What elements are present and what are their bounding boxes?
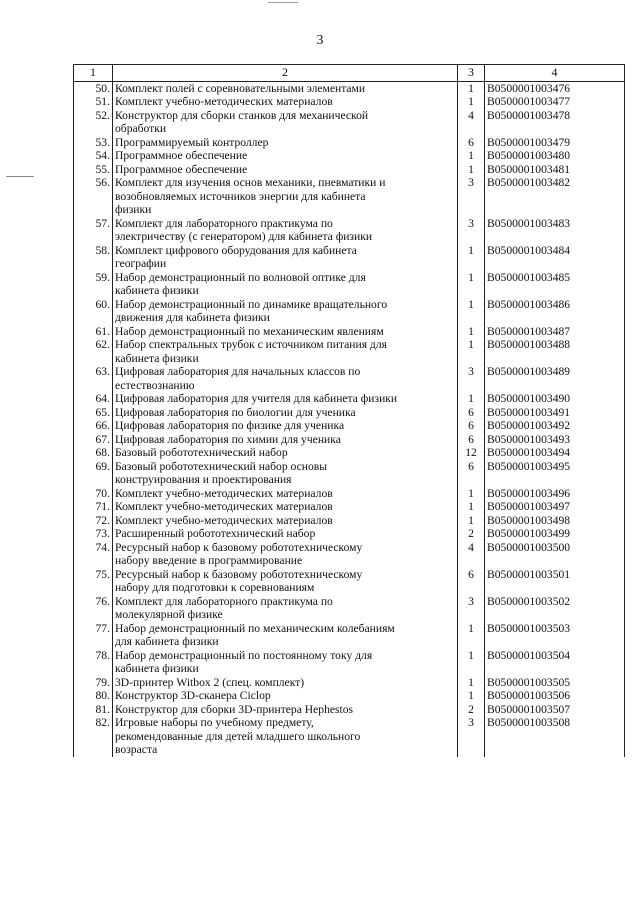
item-quantity: 6	[458, 419, 485, 433]
row-number: 80.	[74, 689, 113, 703]
item-code: B0500001003487	[485, 325, 625, 339]
item-code: B0500001003493	[485, 433, 625, 447]
table-row	[74, 109, 625, 136]
item-name: Конструктор для сборки 3D-принтера Hephestos	[113, 703, 458, 717]
table-row	[74, 325, 625, 339]
item-name: Ресурсный набор к базовому робототехническому набору введение в программирование	[113, 541, 458, 568]
row-number: 78.	[74, 649, 113, 676]
row-number: 50.	[74, 81, 113, 95]
table-row	[74, 595, 625, 622]
table-row	[74, 271, 625, 298]
item-name: Набор демонстрационный по постоянному току для кабинета физики	[113, 649, 458, 676]
scan-mark-top	[268, 2, 298, 3]
row-number: 75.	[74, 568, 113, 595]
table-row	[74, 392, 625, 406]
item-name: Цифровая лаборатория для учителя для кабинета физики	[113, 392, 458, 406]
row-number: 68.	[74, 446, 113, 460]
table-row	[74, 433, 625, 447]
item-quantity: 1	[458, 649, 485, 676]
row-number: 82.	[74, 716, 113, 757]
row-number: 71.	[74, 500, 113, 514]
item-name: Цифровая лаборатория по химии для ученика	[113, 433, 458, 447]
item-code: B0500001003505	[485, 676, 625, 690]
item-name: Базовый робототехнический набор	[113, 446, 458, 460]
item-quantity: 3	[458, 217, 485, 244]
table-row	[74, 419, 625, 433]
item-name: Базовый робототехнический набор основы конструирования и проектирования	[113, 460, 458, 487]
item-quantity: 1	[458, 149, 485, 163]
item-quantity: 12	[458, 446, 485, 460]
table-row	[74, 703, 625, 717]
item-quantity: 3	[458, 716, 485, 757]
item-quantity: 1	[458, 487, 485, 501]
item-quantity: 1	[458, 163, 485, 177]
item-code: B0500001003490	[485, 392, 625, 406]
item-name: Конструктор 3D-сканера Ciclop	[113, 689, 458, 703]
item-code: B0500001003502	[485, 595, 625, 622]
item-quantity: 2	[458, 703, 485, 717]
item-name: Программное обеспечение	[113, 163, 458, 177]
table-row	[74, 136, 625, 150]
item-name: Комплект полей с соревновательными элементами	[113, 81, 458, 95]
row-number: 55.	[74, 163, 113, 177]
item-code: B0500001003501	[485, 568, 625, 595]
row-number: 52.	[74, 109, 113, 136]
item-quantity: 6	[458, 460, 485, 487]
item-quantity: 1	[458, 514, 485, 528]
item-name: Комплект учебно-методических материалов	[113, 500, 458, 514]
table-row	[74, 676, 625, 690]
row-number: 56.	[74, 176, 113, 217]
item-name: Набор демонстрационный по механическим явлениям	[113, 325, 458, 339]
item-code: B0500001003495	[485, 460, 625, 487]
item-code: B0500001003491	[485, 406, 625, 420]
item-name: Набор демонстрационный по динамике вращательного движения для кабинета физики	[113, 298, 458, 325]
row-number: 69.	[74, 460, 113, 487]
item-code: B0500001003507	[485, 703, 625, 717]
item-code: B0500001003508	[485, 716, 625, 757]
item-quantity: 3	[458, 595, 485, 622]
table-row	[74, 622, 625, 649]
table-row	[74, 716, 625, 757]
item-quantity: 1	[458, 325, 485, 339]
item-code: B0500001003476	[485, 81, 625, 95]
row-number: 65.	[74, 406, 113, 420]
item-code: B0500001003480	[485, 149, 625, 163]
table-row	[74, 244, 625, 271]
item-code: B0500001003492	[485, 419, 625, 433]
row-number: 58.	[74, 244, 113, 271]
item-code: B0500001003485	[485, 271, 625, 298]
row-number: 51.	[74, 95, 113, 109]
item-name: Цифровая лаборатория по физике для ученика	[113, 419, 458, 433]
row-number: 57.	[74, 217, 113, 244]
table-row	[74, 176, 625, 217]
row-number: 53.	[74, 136, 113, 150]
table-row	[74, 460, 625, 487]
item-code: B0500001003504	[485, 649, 625, 676]
table-row	[74, 514, 625, 528]
item-code: B0500001003481	[485, 163, 625, 177]
item-quantity: 2	[458, 527, 485, 541]
item-quantity: 4	[458, 109, 485, 136]
row-number: 66.	[74, 419, 113, 433]
item-name: Комплект для лабораторного практикума по молекулярной физике	[113, 595, 458, 622]
item-code: B0500001003484	[485, 244, 625, 271]
table-row	[74, 649, 625, 676]
table-body	[74, 81, 625, 757]
table-row	[74, 527, 625, 541]
row-number: 63.	[74, 365, 113, 392]
item-code: B0500001003488	[485, 338, 625, 365]
item-quantity: 6	[458, 136, 485, 150]
row-number: 60.	[74, 298, 113, 325]
item-code: B0500001003498	[485, 514, 625, 528]
table-row	[74, 487, 625, 501]
item-name: Комплект учебно-методических материалов	[113, 95, 458, 109]
item-code: B0500001003494	[485, 446, 625, 460]
item-name: Комплект учебно-методических материалов	[113, 514, 458, 528]
row-number: 74.	[74, 541, 113, 568]
table-row	[74, 568, 625, 595]
table-row	[74, 298, 625, 325]
item-quantity: 1	[458, 500, 485, 514]
item-code: B0500001003478	[485, 109, 625, 136]
item-name: Комплект для лабораторного практикума по электричеству (с генератором) для кабинета физики	[113, 217, 458, 244]
item-quantity: 1	[458, 81, 485, 95]
row-number: 54.	[74, 149, 113, 163]
item-quantity: 4	[458, 541, 485, 568]
item-code: B0500001003489	[485, 365, 625, 392]
item-name: Набор спектральных трубок с источником питания для кабинета физики	[113, 338, 458, 365]
row-number: 72.	[74, 514, 113, 528]
header-col-1: 1	[74, 65, 113, 82]
table-row	[74, 406, 625, 420]
item-name: Конструктор для сборки станков для механической обработки	[113, 109, 458, 136]
row-number: 61.	[74, 325, 113, 339]
table-row	[74, 365, 625, 392]
item-quantity: 1	[458, 298, 485, 325]
page-number: 3	[316, 33, 324, 48]
row-number: 76.	[74, 595, 113, 622]
item-code: B0500001003496	[485, 487, 625, 501]
row-number: 64.	[74, 392, 113, 406]
item-name: 3D-принтер Witbox 2 (спец. комплект)	[113, 676, 458, 690]
table-row	[74, 81, 625, 95]
table-row	[74, 500, 625, 514]
item-code: B0500001003477	[485, 95, 625, 109]
item-code: B0500001003497	[485, 500, 625, 514]
table-row	[74, 446, 625, 460]
table-header-row	[74, 65, 625, 82]
table-row	[74, 689, 625, 703]
table-row	[74, 149, 625, 163]
item-quantity: 3	[458, 365, 485, 392]
header-col-3: 3	[458, 65, 485, 82]
item-name: Ресурсный набор к базовому робототехническому набору для подготовки к соревнованиям	[113, 568, 458, 595]
table-row	[74, 217, 625, 244]
item-code: B0500001003506	[485, 689, 625, 703]
item-name: Комплект цифрового оборудования для кабинета географии	[113, 244, 458, 271]
item-name: Расширенный робототехнический набор	[113, 527, 458, 541]
item-code: B0500001003503	[485, 622, 625, 649]
item-name: Набор демонстрационный по механическим колебаниям для кабинета физики	[113, 622, 458, 649]
item-quantity: 1	[458, 244, 485, 271]
item-quantity: 1	[458, 271, 485, 298]
row-number: 73.	[74, 527, 113, 541]
item-code: B0500001003499	[485, 527, 625, 541]
item-name: Комплект для изучения основ механики, пневматики и возобновляемых источников энергии для кабинета физики	[113, 176, 458, 217]
item-quantity: 3	[458, 176, 485, 217]
item-quantity: 1	[458, 95, 485, 109]
table-row	[74, 541, 625, 568]
row-number: 81.	[74, 703, 113, 717]
item-name: Набор демонстрационный по волновой оптике для кабинета физики	[113, 271, 458, 298]
table-row	[74, 338, 625, 365]
item-code: B0500001003486	[485, 298, 625, 325]
row-number: 59.	[74, 271, 113, 298]
header-col-2: 2	[113, 65, 458, 82]
item-name: Цифровая лаборатория для начальных классов по естествознанию	[113, 365, 458, 392]
item-quantity: 6	[458, 406, 485, 420]
item-name: Игровые наборы по учебному предмету, рекомендованные для детей младшего школьного возраста	[113, 716, 458, 757]
item-quantity: 1	[458, 676, 485, 690]
scan-mark-left	[6, 176, 34, 177]
header-col-4: 4	[485, 65, 625, 82]
table-row	[74, 163, 625, 177]
item-code: B0500001003483	[485, 217, 625, 244]
item-name: Цифровая лаборатория по биологии для ученика	[113, 406, 458, 420]
item-code: B0500001003482	[485, 176, 625, 217]
item-quantity: 6	[458, 568, 485, 595]
item-name: Программируемый контроллер	[113, 136, 458, 150]
table-row	[74, 95, 625, 109]
row-number: 62.	[74, 338, 113, 365]
item-quantity: 1	[458, 392, 485, 406]
item-quantity: 1	[458, 622, 485, 649]
item-code: B0500001003500	[485, 541, 625, 568]
row-number: 67.	[74, 433, 113, 447]
item-name: Комплект учебно-методических материалов	[113, 487, 458, 501]
item-code: B0500001003479	[485, 136, 625, 150]
item-quantity: 6	[458, 433, 485, 447]
item-quantity: 1	[458, 338, 485, 365]
row-number: 70.	[74, 487, 113, 501]
row-number: 79.	[74, 676, 113, 690]
item-name: Программное обеспечение	[113, 149, 458, 163]
row-number: 77.	[74, 622, 113, 649]
item-quantity: 1	[458, 689, 485, 703]
equipment-table	[73, 64, 625, 757]
